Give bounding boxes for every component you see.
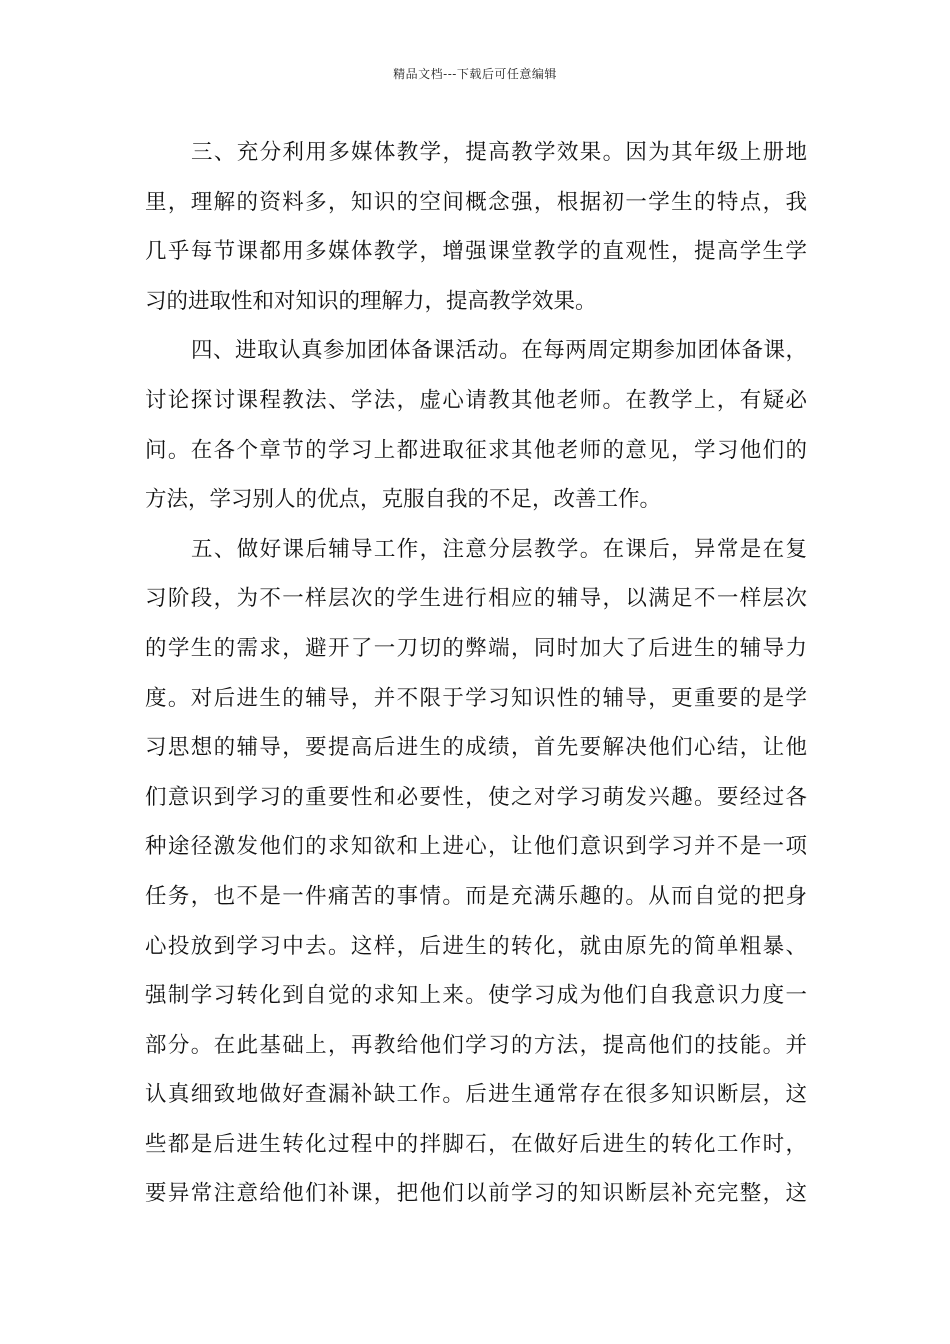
text-line: 种途径激发他们的求知欲和上进心，让他们意识到学习并不是一项 (145, 834, 807, 860)
text-line: 任务，也不是一件痛苦的事情。而是充满乐趣的。从而自觉的把身 (145, 883, 807, 909)
text-line: 些都是后进生转化过程中的拌脚石，在做好后进生的转化工作时， (145, 1131, 807, 1157)
text-line: 里，理解的资料多，知识的空间概念强，根据初一学生的特点，我 (145, 189, 807, 215)
text-line: 几乎每节课都用多媒体教学，增强课堂教学的直观性，提高学生学 (145, 239, 807, 265)
text-line: 要异常注意给他们补课，把他们以前学习的知识断层补充完整，这 (145, 1181, 807, 1207)
text-line: 强制学习转化到自觉的求知上来。使学习成为他们自我意识力度一 (145, 983, 807, 1009)
paragraph-4 (145, 326, 807, 524)
text-line: 讨论探讨课程教法、学法，虚心请教其他老师。在教学上，有疑必 (145, 387, 807, 413)
text-line: 四、进取认真参加团体备课活动。在每两周定期参加团体备课， (191, 338, 807, 364)
text-line: 五、做好课后辅导工作，注意分层教学。在课后，异常是在复 (191, 536, 807, 562)
text-line: 问。在各个章节的学习上都进取征求其他老师的意见，学习他们的 (145, 437, 807, 463)
text-line: 的学生的需求，避开了一刀切的弊端，同时加大了后进生的辅导力 (145, 635, 807, 661)
paragraph-5 (145, 525, 807, 1219)
text-line: 认真细致地做好查漏补缺工作。后进生通常存在很多知识断层，这 (145, 1082, 807, 1108)
text-line: 方法，学习别人的优点，克服自我的不足，改善工作。 (145, 487, 662, 513)
text-line: 们意识到学习的重要性和必要性，使之对学习萌发兴趣。要经过各 (145, 784, 807, 810)
text-line: 习阶段，为不一样层次的学生进行相应的辅导，以满足不一样层次 (145, 586, 807, 612)
text-line: 习的进取性和对知识的理解力，提高教学效果。 (145, 288, 597, 314)
paragraph-3 (145, 128, 807, 326)
text-line: 心投放到学习中去。这样，后进生的转化，就由原先的简单粗暴、 (145, 933, 807, 959)
text-line: 度。对后进生的辅导，并不限于学习知识性的辅导，更重要的是学 (145, 685, 807, 711)
document-body (145, 128, 807, 1219)
text-line: 三、充分利用多媒体教学，提高教学效果。因为其年级上册地 (191, 140, 807, 165)
text-line: 部分。在此基础上，再教给他们学习的方法，提高他们的技能。并 (145, 1032, 807, 1058)
text-line: 习思想的辅导，要提高后进生的成绩，首先要解决他们心结，让他 (145, 735, 807, 761)
page-header: 精品文档---下载后可任意编辑 (393, 67, 557, 81)
